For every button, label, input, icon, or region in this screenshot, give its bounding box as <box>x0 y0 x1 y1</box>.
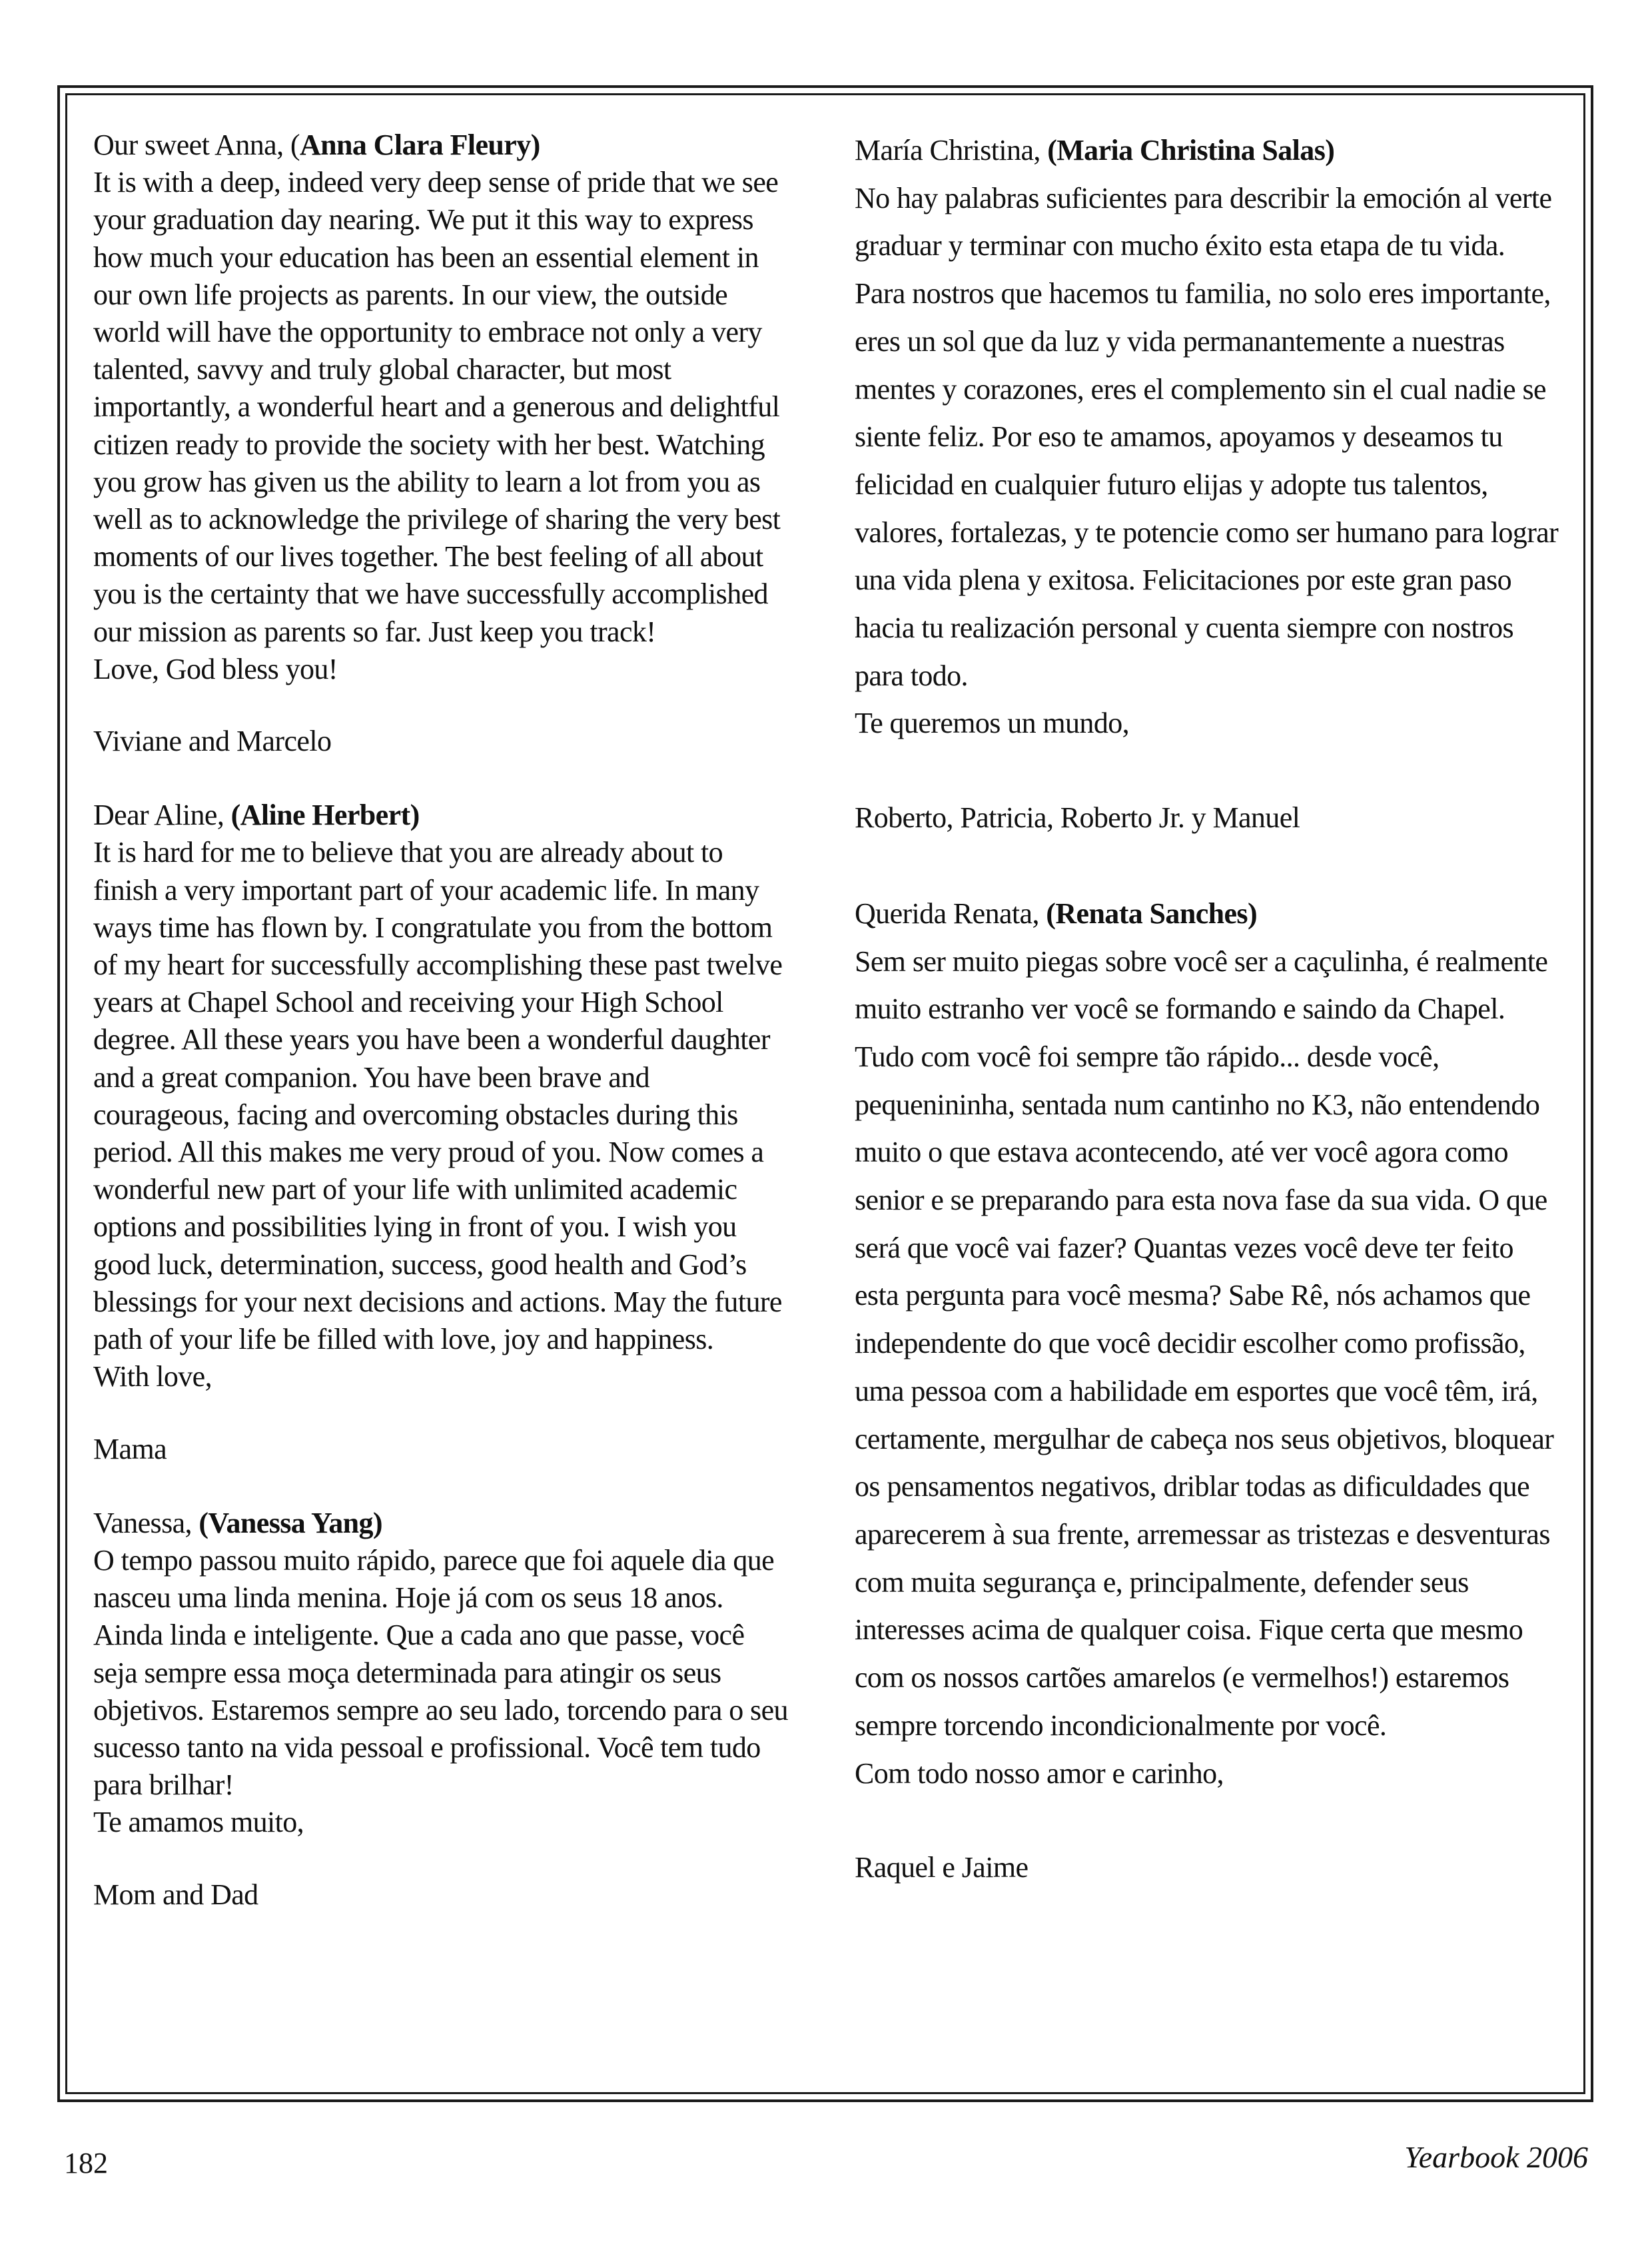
letter-closing: Te queremos un mundo, <box>855 707 1130 740</box>
letter-body: It is hard for me to believe that you are already about to finish a very important part of your academic life. In many ways time has flown by. I congratulate you from the bottom of my heart for successfully accomplishing these past twelve years at Chapel School and receiving your High School degree. All these years you have been a wonderful daughter and a great companion. You have been brave and courageous, facing and overcoming obstacles during this period. All this makes me very proud of you. Now comes a wonderful new part of your life with unlimited academic options and possibilities lying in front of you. I wish you good luck, determination, success, good health and God’s blessings for your next decisions and actions. May the future path of your life be filled with love, joy and happiness. <box>93 836 783 1356</box>
letter-body: O tempo passou muito rápido, parece que foi aquele dia que nasceu uma linda menina. Hoje já com os seus 18 anos. Ainda linda e inteligente. Que a cada ano que passe, você seja sempre essa moça determinada para atingir os seus objetivos. Estaremos sempre ao seu lado, torcendo para o seu sucesso tanto na vida pessoal e profissional. Você tem tudo para brilhar! <box>93 1543 788 1802</box>
left-column <box>93 127 793 1914</box>
letter-signature: Viviane and Marcelo <box>93 725 332 758</box>
letter-body: No hay palabras suficientes para describir la emoción al verte graduar y terminar con mucho éxito esta etapa de tu vida. Para nostros que hacemos tu familia, no solo eres importante, eres un sol que da luz y vida permanantemente a nuestras mentes y corazones, eres el complemento sin el cual nadie se siente feliz. Por eso te amamos, apoyamos y deseamos tu felicidad en cualquier futuro elijas y adopte tus talentos, valores, fortalezas, y te potencie como ser humano para lograr una vida plena y exitosa. Felicitaciones por este gran paso hacia tu realización personal y cuenta siempre con nostros para todo. <box>855 181 1559 692</box>
letter-anna <box>93 127 793 760</box>
salutation: Dear Aline, <box>93 799 231 832</box>
salutation: María Christina, <box>855 134 1048 167</box>
letter-signature: Mama <box>93 1432 167 1465</box>
letter-heading <box>93 1505 793 1542</box>
letter-body: It is with a deep, indeed very deep sense of pride that we see your graduation day nearing. We put it this way to express how much your education has been an essential element in our own life projects as parents. In our view, the outside world will have the opportunity to embrace not only a very talented, savvy and truly global character, but most importantly, a wonderful heart and a generous and delightful citizen ready to provide the society with her best. Watching you grow has given us the ability to learn a lot from you as well as to acknowledge the privilege of sharing the very best moments of our lives together. The best feeling of all about you is the certainty that we have successfully accomplished our mission as parents so far. Just keep you track! <box>93 166 781 648</box>
letter-vanessa <box>93 1505 793 1914</box>
letter-maria-christina <box>855 127 1561 842</box>
salutation: Our sweet Anna, ( <box>93 129 300 161</box>
letter-closing: Love, God bless you! <box>93 652 338 685</box>
student-name: Anna Clara Fleury) <box>299 129 540 161</box>
publication-title: Yearbook 2006 <box>1404 2140 1588 2174</box>
student-name: (Maria Christina Salas) <box>1047 134 1335 167</box>
letter-signature: Raquel e Jaime <box>855 1851 1029 1884</box>
student-name: (Vanessa Yang) <box>199 1506 382 1539</box>
letter-signature: Roberto, Patricia, Roberto Jr. y Manuel <box>855 801 1300 835</box>
letter-heading <box>93 127 793 164</box>
salutation: Vanessa, <box>93 1506 199 1539</box>
letter-body: Sem ser muito piegas sobre você ser a caçulinha, é realmente muito estranho ver você se formando e saindo da Chapel. Tudo com você foi sempre tão rápido... desde você, pequenininha, sentada num cantinho no K3, não entendendo muito o que estava acontecendo, até ver você agora como senior e se preparando para esta nova fase da sua vida. O que será que você vai fazer? Quantas vezes você deve ter feito esta pergunta para você mesma? Sabe Rê, nós achamos que independente do que você decidir escolher como profissão, uma pessoa com a habilidade em esportes que você têm, irá, certamente, mergulhar de cabeça nos seus objetivos, bloquear os pensamentos negativos, driblar todas as dificuldades que aparecerem à sua frente, arremessar as tristezas e desventuras com muita segurança e, principalmente, defender seus interesses acima de qualquer coisa. Fique certa que mesmo com os nossos cartões amarelos (e vermelhos!) estaremos sempre torcendo incondicionalmente por você. <box>855 944 1554 1742</box>
salutation: Querida Renata, <box>855 897 1046 930</box>
letter-closing: With love, <box>93 1360 212 1393</box>
page-number: 182 <box>64 2147 108 2179</box>
right-column <box>855 127 1561 1892</box>
letter-heading <box>855 890 1561 938</box>
letter-heading <box>93 797 793 834</box>
letter-heading <box>855 127 1561 175</box>
letter-aline <box>93 797 793 1467</box>
student-name: (Renata Sanches) <box>1046 897 1258 930</box>
letter-signature: Mom and Dad <box>93 1878 258 1911</box>
letter-renata <box>855 890 1561 1892</box>
letter-closing: Com todo nosso amor e carinho, <box>855 1756 1224 1790</box>
letter-closing: Te amamos muito, <box>93 1806 304 1839</box>
student-name: (Aline Herbert) <box>230 799 420 832</box>
